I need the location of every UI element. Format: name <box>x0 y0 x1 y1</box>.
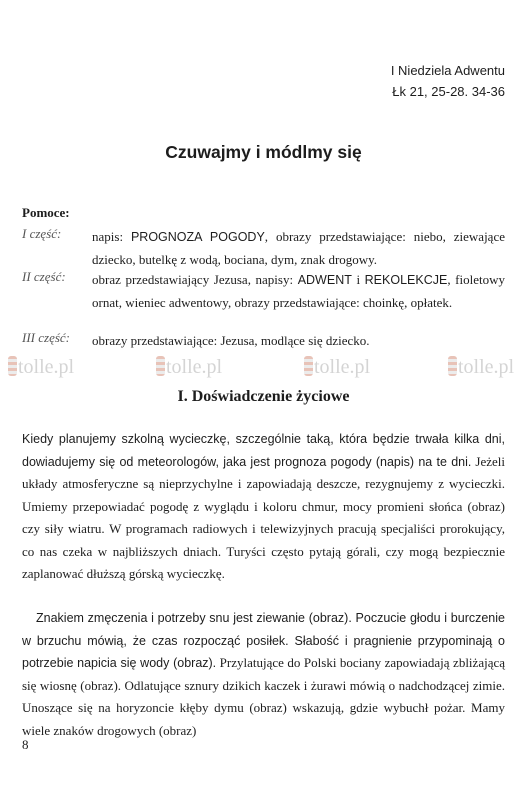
part-1-caps: PROGNOZA POGODY <box>130 230 265 244</box>
header-gospel-reference: Łk 21, 25-28. 34-36 <box>392 84 505 99</box>
part-3-text: obrazy przedstawiające: Jezusa, modlące się dziecko. <box>92 333 370 348</box>
watermark-3 <box>304 356 370 379</box>
part-2-text <box>92 269 505 313</box>
watermark-1 <box>8 356 74 379</box>
watermark-text: tolle.pl <box>314 356 371 378</box>
part-2-post: , fioletowy ornat, wieniec adwentowy, obrazy przedstawiające: choinkę, opłatek. <box>92 272 505 310</box>
watermark-4 <box>448 356 514 379</box>
part-3-label: III część: <box>22 330 70 345</box>
part-2-caps-retreat: REKOLEKCJE <box>364 273 448 287</box>
paragraph-1-sans: Kiedy planujemy szkolną wycieczkę, szczególnie taką, która będzie trwała kilka dni, dowiadujemy się od meteorologów, jaka jest prognoza pogody (napis) na te dni. <box>22 432 505 469</box>
header-sunday: I Niedziela Adwentu <box>390 63 505 78</box>
paragraph-2 <box>22 607 505 742</box>
part-1-text <box>92 226 505 270</box>
watermark-2 <box>156 356 222 379</box>
part-2-mid: i <box>351 272 365 287</box>
liturgical-header <box>391 60 505 102</box>
part-1-label: I część: <box>22 226 62 241</box>
part-2-pre: obraz przedstawiający Jezusa, napisy: <box>92 272 298 287</box>
watermark-candle-icon <box>8 356 17 376</box>
part-1-pre: napis: <box>92 229 131 244</box>
watermark-text: tolle.pl <box>18 356 75 378</box>
part-2-label: II część: <box>22 269 66 284</box>
part-2-caps-advent: ADWENT <box>297 273 352 287</box>
watermark-text: tolle.pl <box>458 356 515 378</box>
aids-heading: Pomoce: <box>22 205 70 220</box>
watermark-candle-icon <box>156 356 165 376</box>
paragraph-2-sans: Znakiem zmęczenia i potrzeby snu jest ziewanie (obraz). Poczucie głodu i burczenie w brzuchu mówią, że czas rozpocząć posiłek. Słabość i pragnienie przypominają o potrzebie napicia się wody (obraz). <box>22 611 505 670</box>
part-1-post: , obrazy przedstawiające: niebo, ziewające dziecko, butelkę z wodą, bociana, dym, znak drogowy. <box>92 229 505 267</box>
page-title: Czuwajmy i módlmy się <box>165 142 362 162</box>
watermark-text: tolle.pl <box>166 356 223 378</box>
paragraph-2-serif: Przylatujące do Polski bociany zapowiadają zbliżającą się wiosnę (obraz). Odlatujące sznury dzikich kaczek i żurawi mówią o nadchodzącej zimie. Unoszące się na horyzoncie kłęby dymu (obraz) wskazują, gdzie wybuchł pożar. Mamy wiele znaków drogowych (obraz) <box>22 655 506 738</box>
paragraph-1-serif: Jeżeli układy atmosferyczne są nieprzychylne i zapowiadają deszcze, rezygnujemy z wycieczki. Umiemy przepowiadać pogodę z wyglądu i koloru chmur, mocy promieni słońca (obraz) czy siły wiatru. W programach radiowych i telewizyjnych pracują specjaliści prorokujący, co nas czeka w najbliższych dniach. Turyści często pytają górali, czy mogą bezpiecznie zaplanować dłuższą górską wycieczkę. <box>22 453 506 581</box>
watermark-candle-icon <box>304 356 313 376</box>
page-number: 8 <box>22 737 29 752</box>
section-title: I. Doświadczenie życiowe <box>177 388 350 405</box>
watermark-candle-icon <box>448 356 457 376</box>
paragraph-1 <box>22 428 505 586</box>
